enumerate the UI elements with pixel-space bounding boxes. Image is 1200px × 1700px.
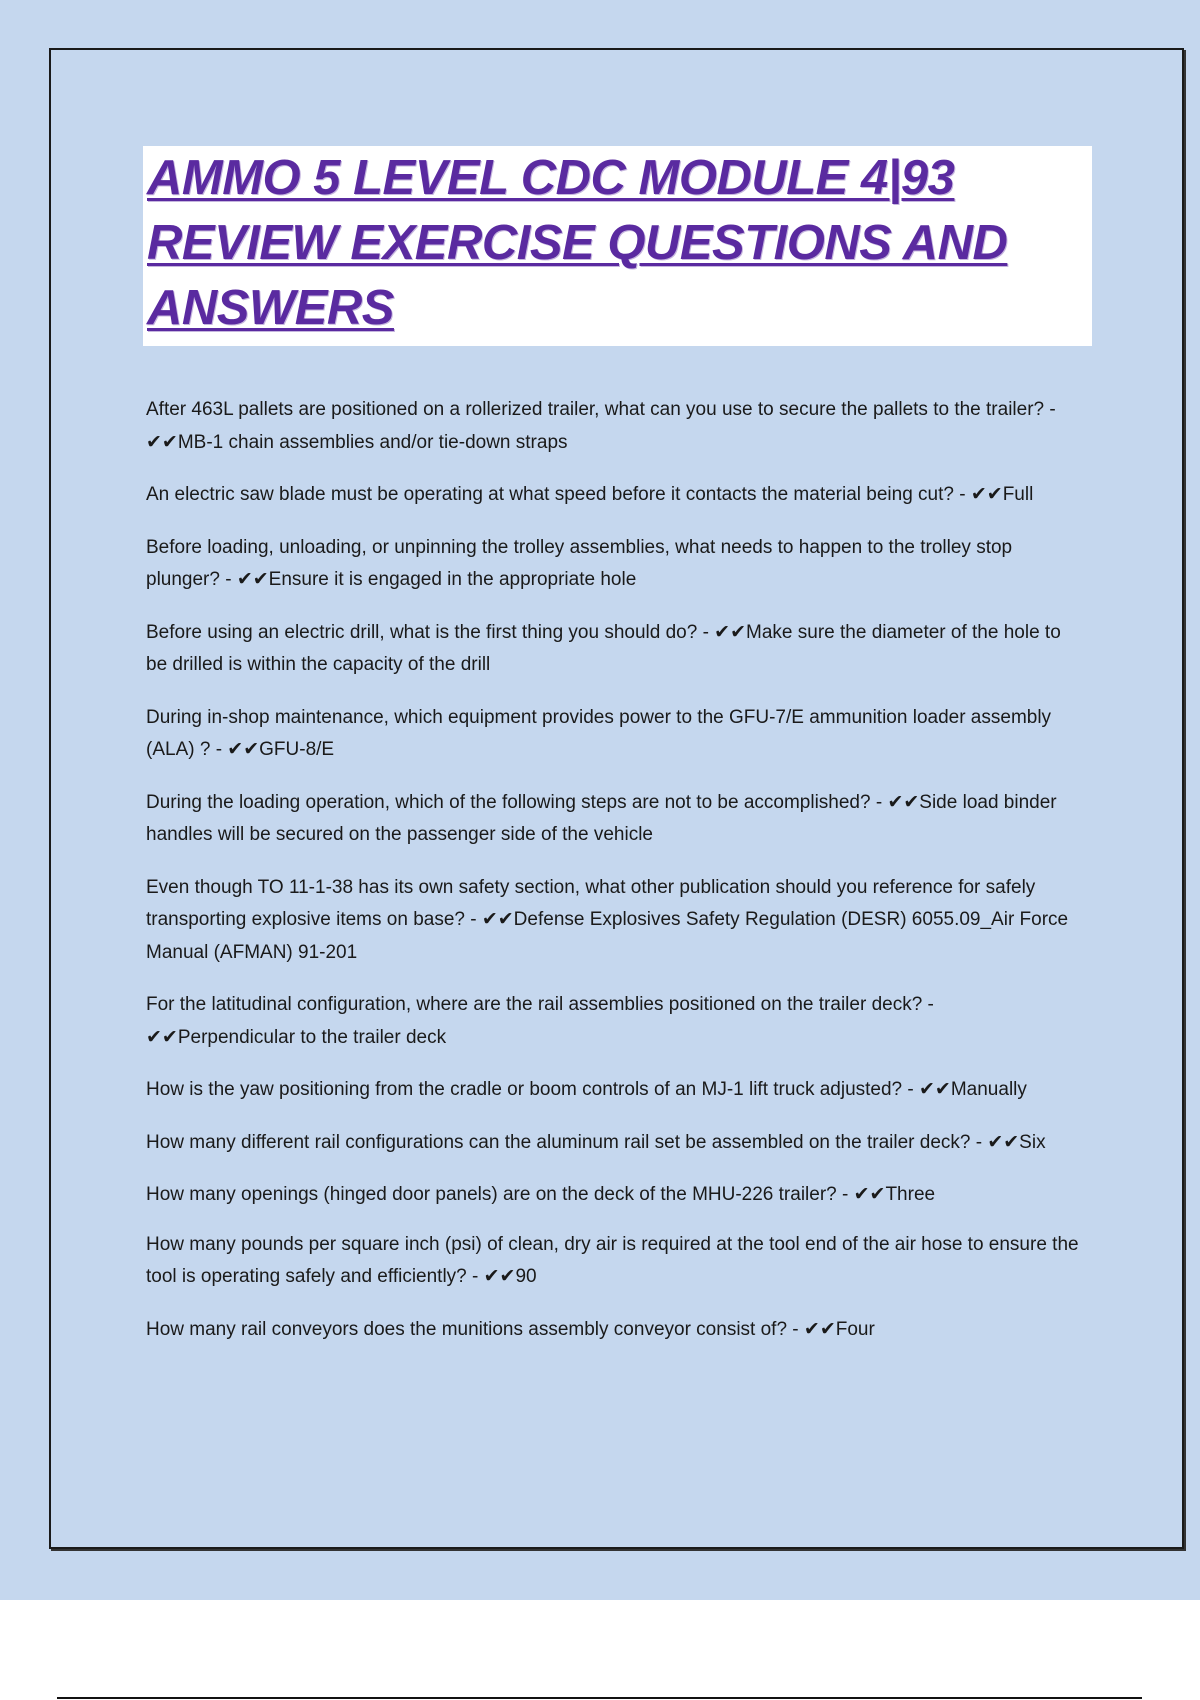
footer-divider bbox=[57, 1697, 1142, 1699]
document-title: AMMO 5 LEVEL CDC MODULE 4|93 REVIEW EXERCISE QUESTIONS AND ANSWERS bbox=[147, 151, 1008, 335]
qa-item: For the latitudinal configuration, where are the rail assemblies positioned on the trailer deck? - ✔✔Perpendicular to the trailer deck bbox=[146, 994, 934, 1048]
qa-item: Before loading, unloading, or unpinning the trolley assemblies, what needs to happen to the trolley stop plunger? - ✔✔Ensure it is engaged in the appropriate hole bbox=[146, 536, 1013, 590]
title-box bbox=[143, 146, 1092, 346]
qa-item: How is the yaw positioning from the cradle or boom controls of an MJ-1 lift truck adjusted? - ✔✔Manually bbox=[146, 1079, 1027, 1100]
qa-item: After 463L pallets are positioned on a rollerized trailer, what can you use to secure the pallets to the trailer? - ✔✔MB-1 chain assemblies and/or tie-down straps bbox=[146, 399, 1056, 453]
qa-list bbox=[146, 394, 1086, 1366]
qa-item: During the loading operation, which of the following steps are not to be accomplished? - ✔✔Side load binder handles will be secured on the passenger side of the vehicle bbox=[146, 791, 1057, 845]
qa-item: How many pounds per square inch (psi) of clean, dry air is required at the tool end of the air hose to ensure the tool is operating safely and efficiently? - ✔✔90 bbox=[146, 1233, 1079, 1287]
qa-item: During in-shop maintenance, which equipment provides power to the GFU-7/E ammunition loader assembly (ALA) ? - ✔✔GFU-8/E bbox=[146, 706, 1052, 760]
qa-item: Before using an electric drill, what is the first thing you should do? - ✔✔Make sure the diameter of the hole to be drilled is within the capacity of the drill bbox=[146, 621, 1061, 675]
qa-item: How many different rail configurations can the aluminum rail set be assembled on the trailer deck? - ✔✔Six bbox=[146, 1131, 1046, 1153]
qa-item: How many openings (hinged door panels) are on the deck of the MHU-226 trailer? - ✔✔Three bbox=[146, 1184, 936, 1205]
qa-item: Even though TO 11-1-38 has its own safety section, what other publication should you reference for safely transporting explosive items on base? - ✔✔Defense Explosives Safety Regulation (DESR) 6055.09_Air Force Manual (AFMAN) 91-201 bbox=[146, 876, 1069, 963]
qa-item: An electric saw blade must be operating at what speed before it contacts the material being cut? - ✔✔Full bbox=[146, 484, 1034, 505]
qa-item: How many rail conveyors does the munitions assembly conveyor consist of? - ✔✔Four bbox=[146, 1318, 875, 1340]
